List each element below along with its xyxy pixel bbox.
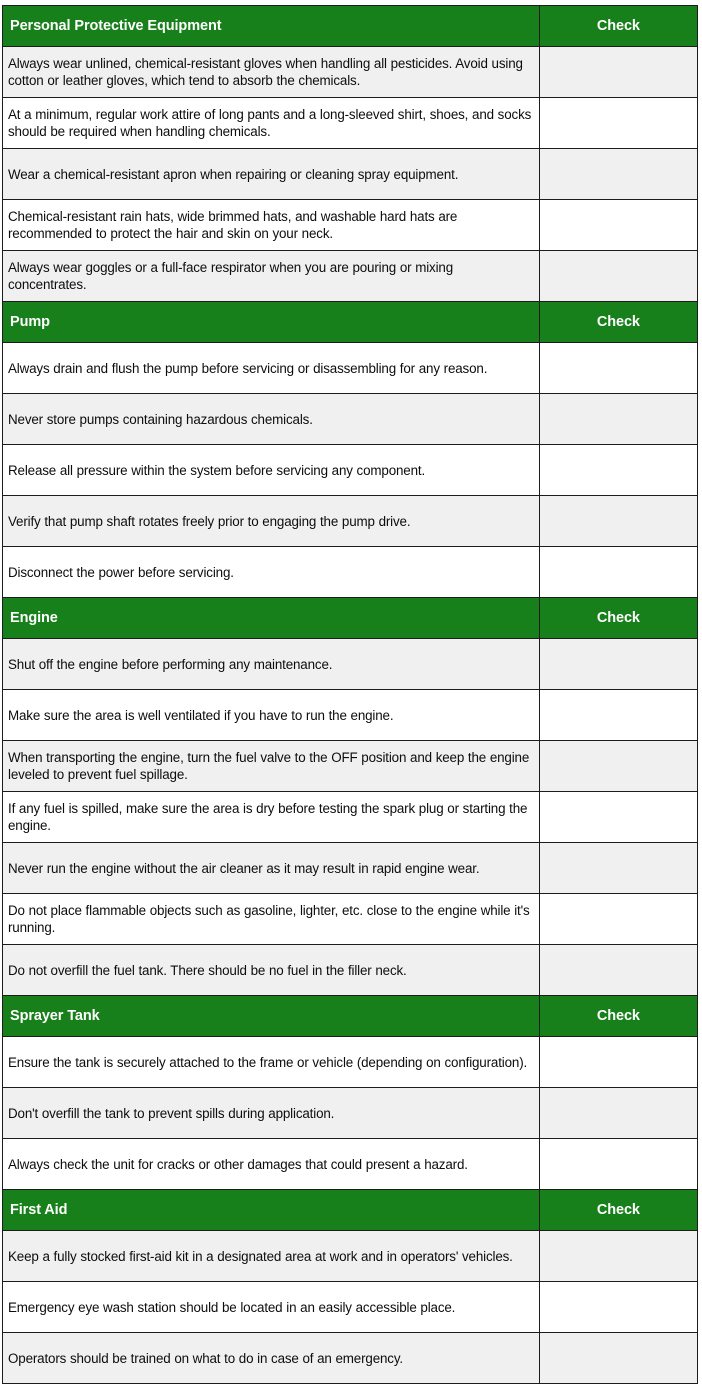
checklist-row <box>3 394 698 445</box>
checklist-item-text: Do not overfill the fuel tank. There should be no fuel in the filler neck. <box>3 945 540 996</box>
checklist-row <box>3 1282 698 1333</box>
checklist-row <box>3 251 698 302</box>
checklist-row <box>3 496 698 547</box>
section-title: Pump <box>3 302 540 343</box>
check-column-header: Check <box>539 1190 697 1231</box>
checklist-item-text: Emergency eye wash station should be located in an easily accessible place. <box>3 1282 540 1333</box>
checklist-row <box>3 792 698 843</box>
checklist-checkbox-cell[interactable] <box>539 149 697 200</box>
checklist-item-text: Release all pressure within the system before servicing any component. <box>3 445 540 496</box>
checklist-checkbox-cell[interactable] <box>539 1231 697 1282</box>
check-column-header: Check <box>539 996 697 1037</box>
checklist-item-text: Do not place flammable objects such as gasoline, lighter, etc. close to the engine while it's running. <box>3 894 540 945</box>
check-column-header: Check <box>539 598 697 639</box>
checklist-checkbox-cell[interactable] <box>539 741 697 792</box>
checklist-checkbox-cell[interactable] <box>539 343 697 394</box>
checklist-checkbox-cell[interactable] <box>539 251 697 302</box>
checklist-checkbox-cell[interactable] <box>539 547 697 598</box>
checklist-row <box>3 200 698 251</box>
checklist-item-text: Always wear goggles or a full-face respirator when you are pouring or mixing concentrates. <box>3 251 540 302</box>
checklist-item-text: Don't overfill the tank to prevent spills during application. <box>3 1088 540 1139</box>
checklist-checkbox-cell[interactable] <box>539 690 697 741</box>
checklist-item-text: Always drain and flush the pump before servicing or disassembling for any reason. <box>3 343 540 394</box>
checklist-row <box>3 945 698 996</box>
checklist-item-text: Ensure the tank is securely attached to the frame or vehicle (depending on configuration). <box>3 1037 540 1088</box>
safety-checklist <box>2 5 698 1384</box>
section-header-row <box>3 1190 698 1231</box>
checklist-checkbox-cell[interactable] <box>539 843 697 894</box>
checklist-checkbox-cell[interactable] <box>539 496 697 547</box>
section-title: Engine <box>3 598 540 639</box>
section-title: First Aid <box>3 1190 540 1231</box>
checklist-row <box>3 1139 698 1190</box>
checklist-checkbox-cell[interactable] <box>539 792 697 843</box>
checklist-row <box>3 894 698 945</box>
checklist-checkbox-cell[interactable] <box>539 98 697 149</box>
checklist-item-text: If any fuel is spilled, make sure the area is dry before testing the spark plug or starting the engine. <box>3 792 540 843</box>
section-title: Personal Protective Equipment <box>3 6 540 47</box>
checklist-row <box>3 47 698 98</box>
checklist-checkbox-cell[interactable] <box>539 47 697 98</box>
checklist-row <box>3 639 698 690</box>
checklist-checkbox-cell[interactable] <box>539 945 697 996</box>
checklist-checkbox-cell[interactable] <box>539 1282 697 1333</box>
checklist-checkbox-cell[interactable] <box>539 394 697 445</box>
checklist-table <box>2 5 698 1384</box>
checklist-row <box>3 1333 698 1384</box>
section-title: Sprayer Tank <box>3 996 540 1037</box>
checklist-item-text: Never run the engine without the air cleaner as it may result in rapid engine wear. <box>3 843 540 894</box>
checklist-checkbox-cell[interactable] <box>539 639 697 690</box>
checklist-row <box>3 149 698 200</box>
checklist-row <box>3 843 698 894</box>
checklist-checkbox-cell[interactable] <box>539 445 697 496</box>
checklist-item-text: Always wear unlined, chemical-resistant gloves when handling all pesticides. Avoid using cotton or leather gloves, which tend to absorb the chemicals. <box>3 47 540 98</box>
checklist-checkbox-cell[interactable] <box>539 1139 697 1190</box>
checklist-item-text: Never store pumps containing hazardous chemicals. <box>3 394 540 445</box>
section-header-row <box>3 598 698 639</box>
checklist-checkbox-cell[interactable] <box>539 1333 697 1384</box>
checklist-checkbox-cell[interactable] <box>539 200 697 251</box>
checklist-row <box>3 547 698 598</box>
checklist-item-text: Keep a fully stocked first-aid kit in a designated area at work and in operators' vehicles. <box>3 1231 540 1282</box>
checklist-row <box>3 1037 698 1088</box>
checklist-row <box>3 445 698 496</box>
section-header-row <box>3 6 698 47</box>
checklist-row <box>3 343 698 394</box>
checklist-row <box>3 690 698 741</box>
checklist-item-text: Chemical-resistant rain hats, wide brimmed hats, and washable hard hats are recommended to protect the hair and skin on your neck. <box>3 200 540 251</box>
check-column-header: Check <box>539 302 697 343</box>
checklist-checkbox-cell[interactable] <box>539 1037 697 1088</box>
checklist-item-text: At a minimum, regular work attire of long pants and a long-sleeved shirt, shoes, and socks should be required when handling chemicals. <box>3 98 540 149</box>
checklist-item-text: Verify that pump shaft rotates freely prior to engaging the pump drive. <box>3 496 540 547</box>
checklist-item-text: When transporting the engine, turn the fuel valve to the OFF position and keep the engine leveled to prevent fuel spillage. <box>3 741 540 792</box>
section-header-row <box>3 996 698 1037</box>
checklist-row <box>3 741 698 792</box>
checklist-item-text: Operators should be trained on what to do in case of an emergency. <box>3 1333 540 1384</box>
checklist-row <box>3 1088 698 1139</box>
checklist-item-text: Disconnect the power before servicing. <box>3 547 540 598</box>
checklist-checkbox-cell[interactable] <box>539 894 697 945</box>
checklist-checkbox-cell[interactable] <box>539 1088 697 1139</box>
checklist-row <box>3 1231 698 1282</box>
checklist-row <box>3 98 698 149</box>
checklist-item-text: Make sure the area is well ventilated if you have to run the engine. <box>3 690 540 741</box>
section-header-row <box>3 302 698 343</box>
checklist-item-text: Shut off the engine before performing any maintenance. <box>3 639 540 690</box>
check-column-header: Check <box>539 6 697 47</box>
checklist-item-text: Wear a chemical-resistant apron when repairing or cleaning spray equipment. <box>3 149 540 200</box>
checklist-item-text: Always check the unit for cracks or other damages that could present a hazard. <box>3 1139 540 1190</box>
